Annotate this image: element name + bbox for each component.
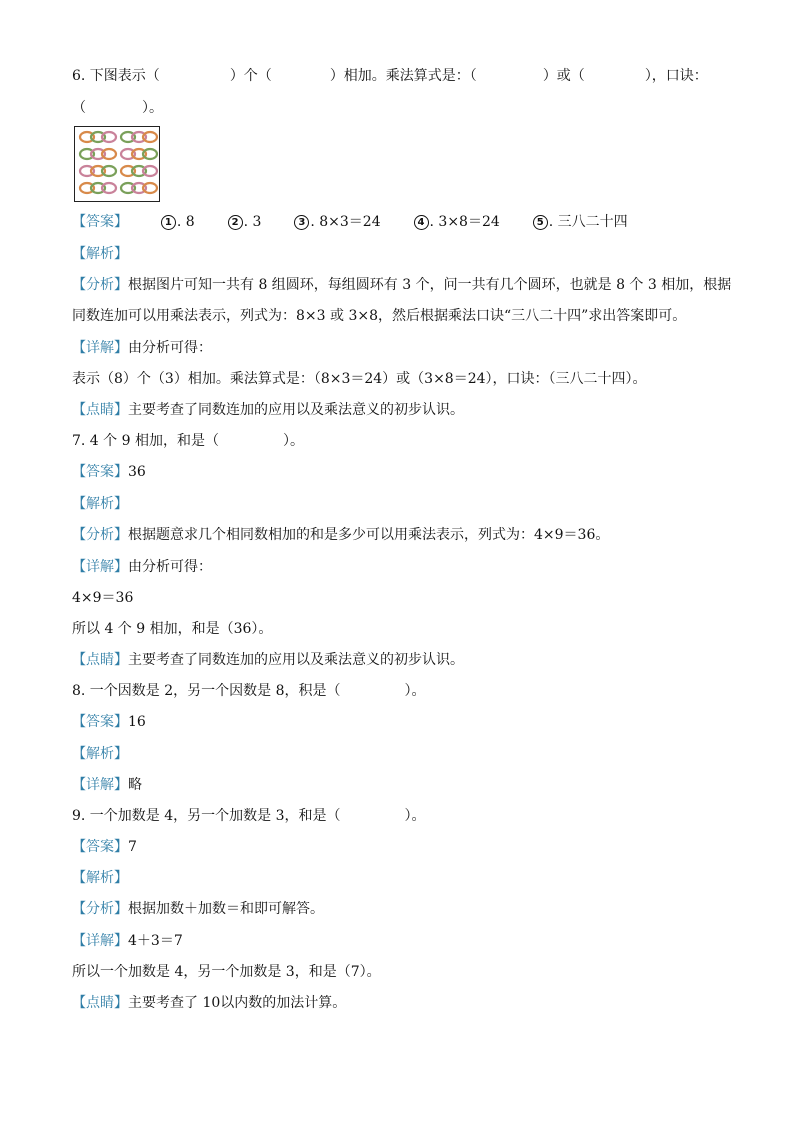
q6-dianjing: 【点睛】主要考查了同数连加的应用以及乘法意义的初步认识。	[72, 402, 464, 418]
q6-question-line1: 6. 下图表示（ ）个（ ）相加。乘法算式是：（ ）或（ ），口诀：	[72, 68, 708, 84]
q9-dianjing: 【点睛】主要考查了 10以内数的加法计算。	[72, 995, 347, 1011]
q8-question: 8. 一个因数是 2，另一个因数是 8，积是（ ）。	[72, 683, 426, 699]
q6-jiexi: 【解析】	[72, 246, 128, 262]
answer-item-5: 5 . 三八二十四	[533, 214, 628, 230]
circled-number-5-icon: 5	[533, 215, 548, 230]
rings-chain-figure-icon	[74, 126, 160, 202]
answer-item-2: 2 . 3	[228, 214, 262, 230]
q6-fenxi-line1: 【分析】根据图片可知一共有 8 组圆环，每组圆环有 3 个，问一共有几个圆环，也就是 8 个 3 相加，根据	[72, 277, 732, 293]
q7-xiangjie-line2: 4×9＝36	[72, 590, 134, 606]
q9-xiangjie-line2: 所以一个加数是 4，另一个加数是 3，和是（7）。	[72, 964, 381, 980]
q6-xiangjie-line1: 【详解】由分析可得：	[72, 340, 212, 356]
answer-tag: 【答案】	[72, 214, 128, 230]
circled-number-1-icon: 1	[161, 215, 176, 230]
circled-number-4-icon: 4	[414, 215, 429, 230]
q6-answer-line	[72, 212, 628, 232]
q8-xiangjie: 【详解】略	[72, 777, 142, 793]
answer-item-1: 1 . 8	[161, 214, 195, 230]
q7-xiangjie-line3: 所以 4 个 9 相加，和是（36）。	[72, 621, 273, 637]
q7-question: 7. 4 个 9 相加，和是（ ）。	[72, 433, 304, 449]
q9-question: 9. 一个加数是 4，另一个加数是 3，和是（ ）。	[72, 808, 426, 824]
q7-dianjing: 【点睛】主要考查了同数连加的应用以及乘法意义的初步认识。	[72, 652, 464, 668]
q6-question-line2: （ ）。	[72, 100, 163, 116]
q7-answer: 【答案】36	[72, 464, 146, 480]
answer-item-3: 3 . 8×3＝24	[294, 214, 380, 230]
q7-jiexi: 【解析】	[72, 496, 128, 512]
q9-fenxi: 【分析】根据加数＋加数＝和即可解答。	[72, 901, 324, 917]
q6-fenxi-line2: 同数连加可以用乘法表示，列式为：8×3 或 3×8，然后根据乘法口诀“三八二十四”求出答案即可。	[72, 308, 687, 324]
q8-answer: 【答案】16	[72, 714, 146, 730]
circled-number-2-icon: 2	[228, 215, 243, 230]
q7-xiangjie-line1: 【详解】由分析可得：	[72, 559, 212, 575]
q7-fenxi: 【分析】根据题意求几个相同数相加的和是多少可以用乘法表示，列式为：4×9＝36。	[72, 527, 610, 543]
q9-jiexi: 【解析】	[72, 870, 128, 886]
q6-xiangjie-line2: 表示（8）个（3）相加。乘法算式是：（8×3＝24）或（3×8＝24），口诀：（三八二十四）。	[72, 371, 647, 387]
q8-jiexi: 【解析】	[72, 746, 128, 762]
q9-answer: 【答案】7	[72, 839, 137, 855]
circled-number-3-icon: 3	[294, 215, 309, 230]
answer-item-4: 4 . 3×8＝24	[414, 214, 500, 230]
q9-xiangjie: 【详解】4＋3＝7	[72, 933, 183, 949]
